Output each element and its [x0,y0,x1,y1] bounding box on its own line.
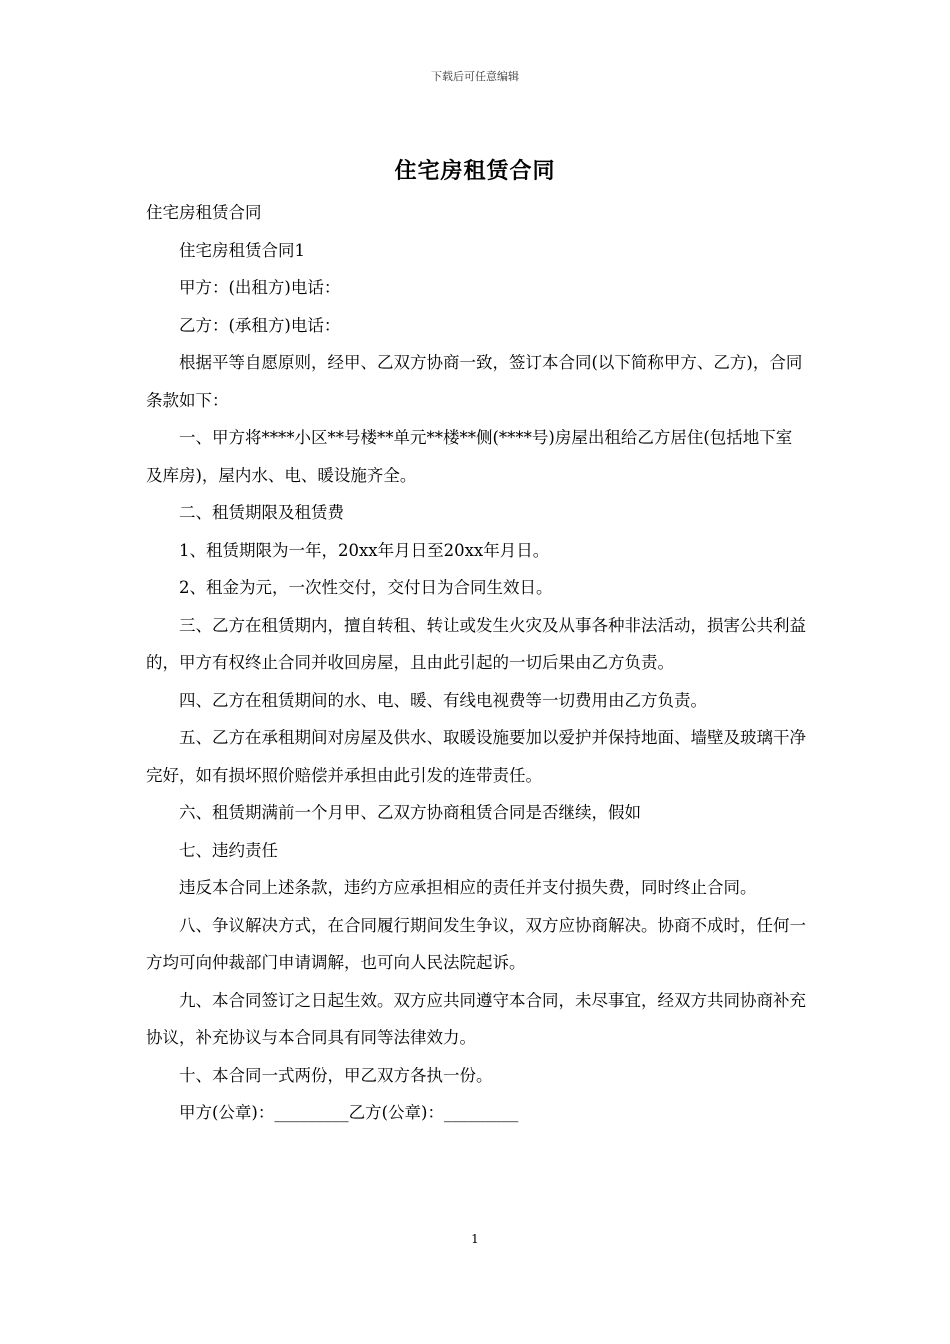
paragraph-party-b: 乙方：(承租方)电话： [179,315,341,335]
paragraph-party-a: 甲方：(出租方)电话： [179,278,341,297]
paragraph-clause-4: 四、乙方在租赁期间的水、电、暖、有线电视费等一切费用由乙方负责。 [179,690,707,710]
page-number: 1 [471,1232,479,1246]
paragraph-clause-7: 七、违约责任 [179,840,278,860]
paragraph-clause-3: 三、乙方在租赁期内，擅自转租、转让或发生火灾及从事各种非法活动，损害公共利益的，甲方有权终止合同并收回房屋，且由此引起的一切后果由乙方负责。 [146,615,806,672]
paragraph-clause-1: 一、甲方将****小区**号楼**单元**楼**侧(****号)房屋出租给乙方居住(包括地下室及库房)，屋内水、电、暖设施齐全。 [146,428,793,485]
paragraph-clause-9: 九、本合同签订之日起生效。双方应共同遵守本合同，未尽事宜，经双方共同协商补充协议，补充协议与本合同具有同等法律效力。 [146,990,806,1047]
paragraph-clause-10: 十、本合同一式两份，甲乙双方各执一份。 [179,1065,493,1085]
paragraph-contract-number: 住宅房租赁合同1 [179,240,305,260]
paragraph-clause-2-1: 1、租赁期限为一年，20xx年月日至20xx年月日。 [179,540,550,560]
document-body [146,194,808,1132]
paragraph-clause-2-2: 2、租金为元，一次性交付，交付日为合同生效日。 [179,578,553,597]
paragraph-subtitle: 住宅房租赁合同 [146,203,262,222]
paragraph-preamble: 根据平等自愿原则，经甲、乙双方协商一致，签订本合同(以下简称甲方、乙方)，合同条款如下： [146,353,803,410]
header-note: 下载后可任意编辑 [431,70,519,83]
paragraph-clause-6: 六、租赁期满前一个月甲、乙双方协商租赁合同是否继续，假如 [179,803,641,822]
paragraph-signatures: 甲方(公章)：_________乙方(公章)：_________ [179,1103,519,1122]
paragraph-clause-8: 八、争议解决方式，在合同履行期间发生争议，双方应协商解决。协商不成时，任何一方均可向仲裁部门申请调解，也可向人民法院起诉。 [146,915,806,972]
paragraph-clause-2: 二、租赁期限及租赁费 [179,503,344,522]
paragraph-clause-5: 五、乙方在承租期间对房屋及供水、取暖设施要加以爱护并保持地面、墙壁及玻璃干净完好，如有损坏照价赔偿并承担由此引发的连带责任。 [146,728,806,785]
document-title: 住宅房租赁合同 [394,158,556,184]
paragraph-clause-7-detail: 违反本合同上述条款，违约方应承担相应的责任并支付损失费，同时终止合同。 [179,878,757,897]
